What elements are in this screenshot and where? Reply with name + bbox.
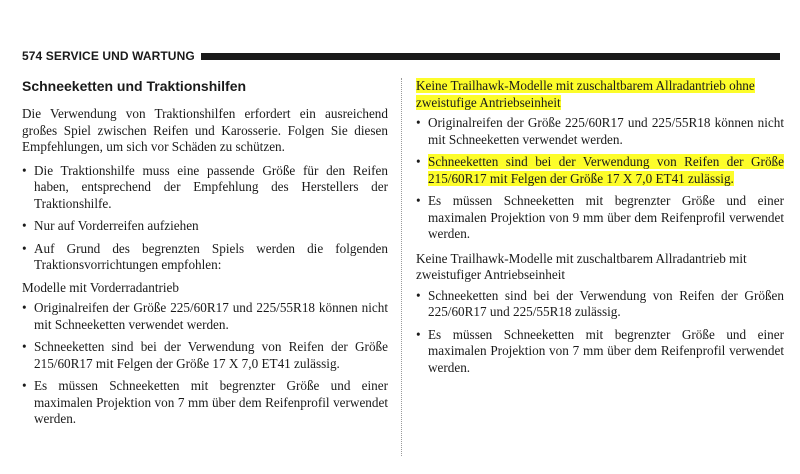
- list-item: • Auf Grund des begrenzten Spiels werden die folgenden Traktionsvorrichtungen empfohlen:: [22, 241, 388, 274]
- list-item: • Es müssen Schneeketten mit begrenzter Größe und einer maximalen Projektion von 9 mm über dem Reifenprofil verwendet werden.: [416, 193, 784, 243]
- list-item: • Originalreifen der Größe 225/60R17 und 225/55R18 können nicht mit Schneeketten verwendet werden.: [416, 115, 784, 148]
- list-item: • Schneeketten sind bei der Verwendung von Reifen der Größen 225/60R17 und 225/55R18 zulässig.: [416, 288, 784, 321]
- highlighted-heading: Keine Trailhawk-Modelle mit zuschaltbarem Allradantrieb ohne zweistufige Antriebseinheit: [416, 78, 755, 110]
- group-without-two-stage: [416, 78, 784, 243]
- list-item: • Es müssen Schneeketten mit begrenzter Größe und einer maximalen Projektion von 7 mm über dem Reifenprofil verwendet werden.: [416, 327, 784, 377]
- subsection-heading-awd-two-stage: Keine Trailhawk-Modelle mit zuschaltbarem Allradantrieb mit zweistufiger Antriebseinheit: [416, 250, 747, 282]
- intro-paragraph: Die Verwendung von Traktionshilfen erfordert ein ausreichend großes Spiel zwischen Reifen und Karosserie. Folgen Sie diesen Empfehlungen, um sich vor Schäden zu schützen.: [22, 106, 388, 154]
- subsection-heading-fwd: Modelle mit Vorderradantrieb: [22, 279, 179, 295]
- awd-single-list: [416, 115, 784, 243]
- fwd-list: [22, 300, 388, 428]
- left-column: [22, 78, 388, 434]
- right-column: [416, 78, 784, 384]
- page-number-and-chapter: 574 SERVICE UND WARTUNG: [22, 49, 195, 63]
- list-item: [416, 154, 784, 187]
- list-item: • Es müssen Schneeketten mit begrenzter Größe und einer maximalen Projektion von 7 mm über dem Reifenprofil verwendet werden.: [22, 378, 388, 428]
- list-item: • Schneeketten sind bei der Verwendung von Reifen der Größe 215/60R17 mit Felgen der Größe 17 X 7,0 ET41 zulässig.: [22, 339, 388, 372]
- column-divider: [401, 78, 402, 456]
- section-title: Schneeketten und Traktionshilfen: [22, 78, 247, 94]
- list-item: • Nur auf Vorderreifen aufziehen: [22, 218, 388, 235]
- page-header: [22, 49, 780, 63]
- highlighted-list-text: Schneeketten sind bei der Verwendung von Reifen der Größe 215/60R17 mit Felgen der Größe 17 X 7,0 ET41 zulässig.: [428, 154, 784, 186]
- header-rule: [201, 53, 780, 60]
- list-item: • Originalreifen der Größe 225/60R17 und 225/55R18 können nicht mit Schneeketten verwendet werden.: [22, 300, 388, 333]
- subsection-heading-awd-single: [416, 78, 784, 111]
- group-with-two-stage: [416, 251, 784, 377]
- recommendation-list: [22, 163, 388, 274]
- list-item: • Die Traktionshilfe muss eine passende Größe für den Reifen haben, entsprechend der Empfehlung des Herstellers der Traktionshilfe.: [22, 163, 388, 213]
- awd-two-stage-list: [416, 288, 784, 377]
